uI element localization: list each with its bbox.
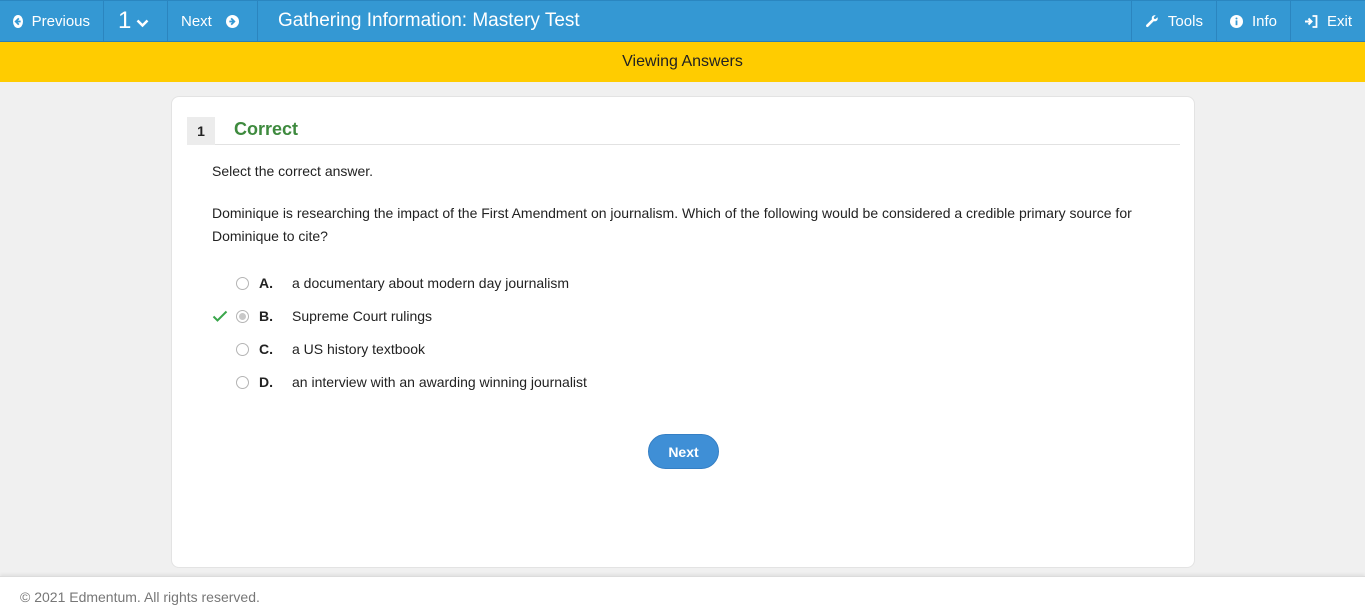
option-c[interactable] — [212, 338, 425, 360]
option-a[interactable] — [212, 272, 569, 294]
next-toolbar-button[interactable] — [168, 1, 258, 41]
tools-label: Tools — [1167, 12, 1203, 30]
info-icon — [1230, 15, 1243, 28]
previous-label: Previous — [31, 12, 90, 30]
exit-button[interactable] — [1290, 1, 1365, 41]
top-toolbar — [0, 0, 1365, 42]
sign-out-icon — [1304, 15, 1318, 28]
arrow-left-circle-icon — [13, 15, 23, 28]
option-text: an interview with an awarding winning journalist — [292, 374, 587, 390]
next-button[interactable]: Next — [648, 434, 719, 469]
question-number-badge: 1 — [187, 117, 215, 145]
footer — [0, 576, 1365, 616]
previous-button[interactable] — [0, 1, 104, 41]
radio-button[interactable] — [236, 376, 249, 389]
wrench-icon — [1145, 14, 1159, 28]
option-text: a US history textbook — [292, 341, 426, 357]
option-b[interactable] — [212, 305, 432, 327]
arrow-right-circle-icon — [226, 15, 239, 28]
option-letter: A. — [259, 275, 273, 291]
radio-button[interactable] — [236, 343, 249, 356]
option-text: Supreme Court rulings — [292, 308, 433, 324]
chevron-down-icon — [136, 19, 149, 28]
answer-status: Correct — [234, 119, 299, 139]
tools-button[interactable] — [1131, 1, 1216, 41]
test-title: Gathering Information: Mastery Test — [278, 10, 580, 31]
copyright-text: © 2021 Edmentum. All rights reserved. — [20, 589, 260, 605]
info-button[interactable] — [1216, 1, 1290, 41]
question-number: 1 — [118, 7, 132, 34]
option-letter: C. — [259, 341, 273, 357]
question-selector[interactable] — [104, 1, 168, 41]
radio-button[interactable] — [236, 277, 249, 290]
question-header — [187, 117, 1180, 145]
option-letter: D. — [259, 374, 273, 390]
info-label: Info — [1251, 12, 1277, 30]
option-d[interactable] — [212, 371, 587, 393]
viewing-answers-banner — [0, 42, 1365, 82]
exit-label: Exit — [1326, 12, 1352, 30]
question-instruction: Select the correct answer. — [212, 163, 374, 179]
option-text: a documentary about modern day journalism — [292, 275, 570, 291]
question-card — [171, 96, 1195, 568]
banner-text: Viewing Answers — [622, 53, 743, 70]
checkmark-icon — [212, 308, 236, 324]
option-letter: B. — [259, 308, 273, 324]
radio-button-selected[interactable] — [236, 310, 249, 323]
question-prompt: Dominique is researching the impact of the First Amendment on journalism. Which of the following would be considered a credible primary source for Dominique to cite? — [212, 205, 1132, 244]
next-label: Next — [181, 12, 212, 30]
